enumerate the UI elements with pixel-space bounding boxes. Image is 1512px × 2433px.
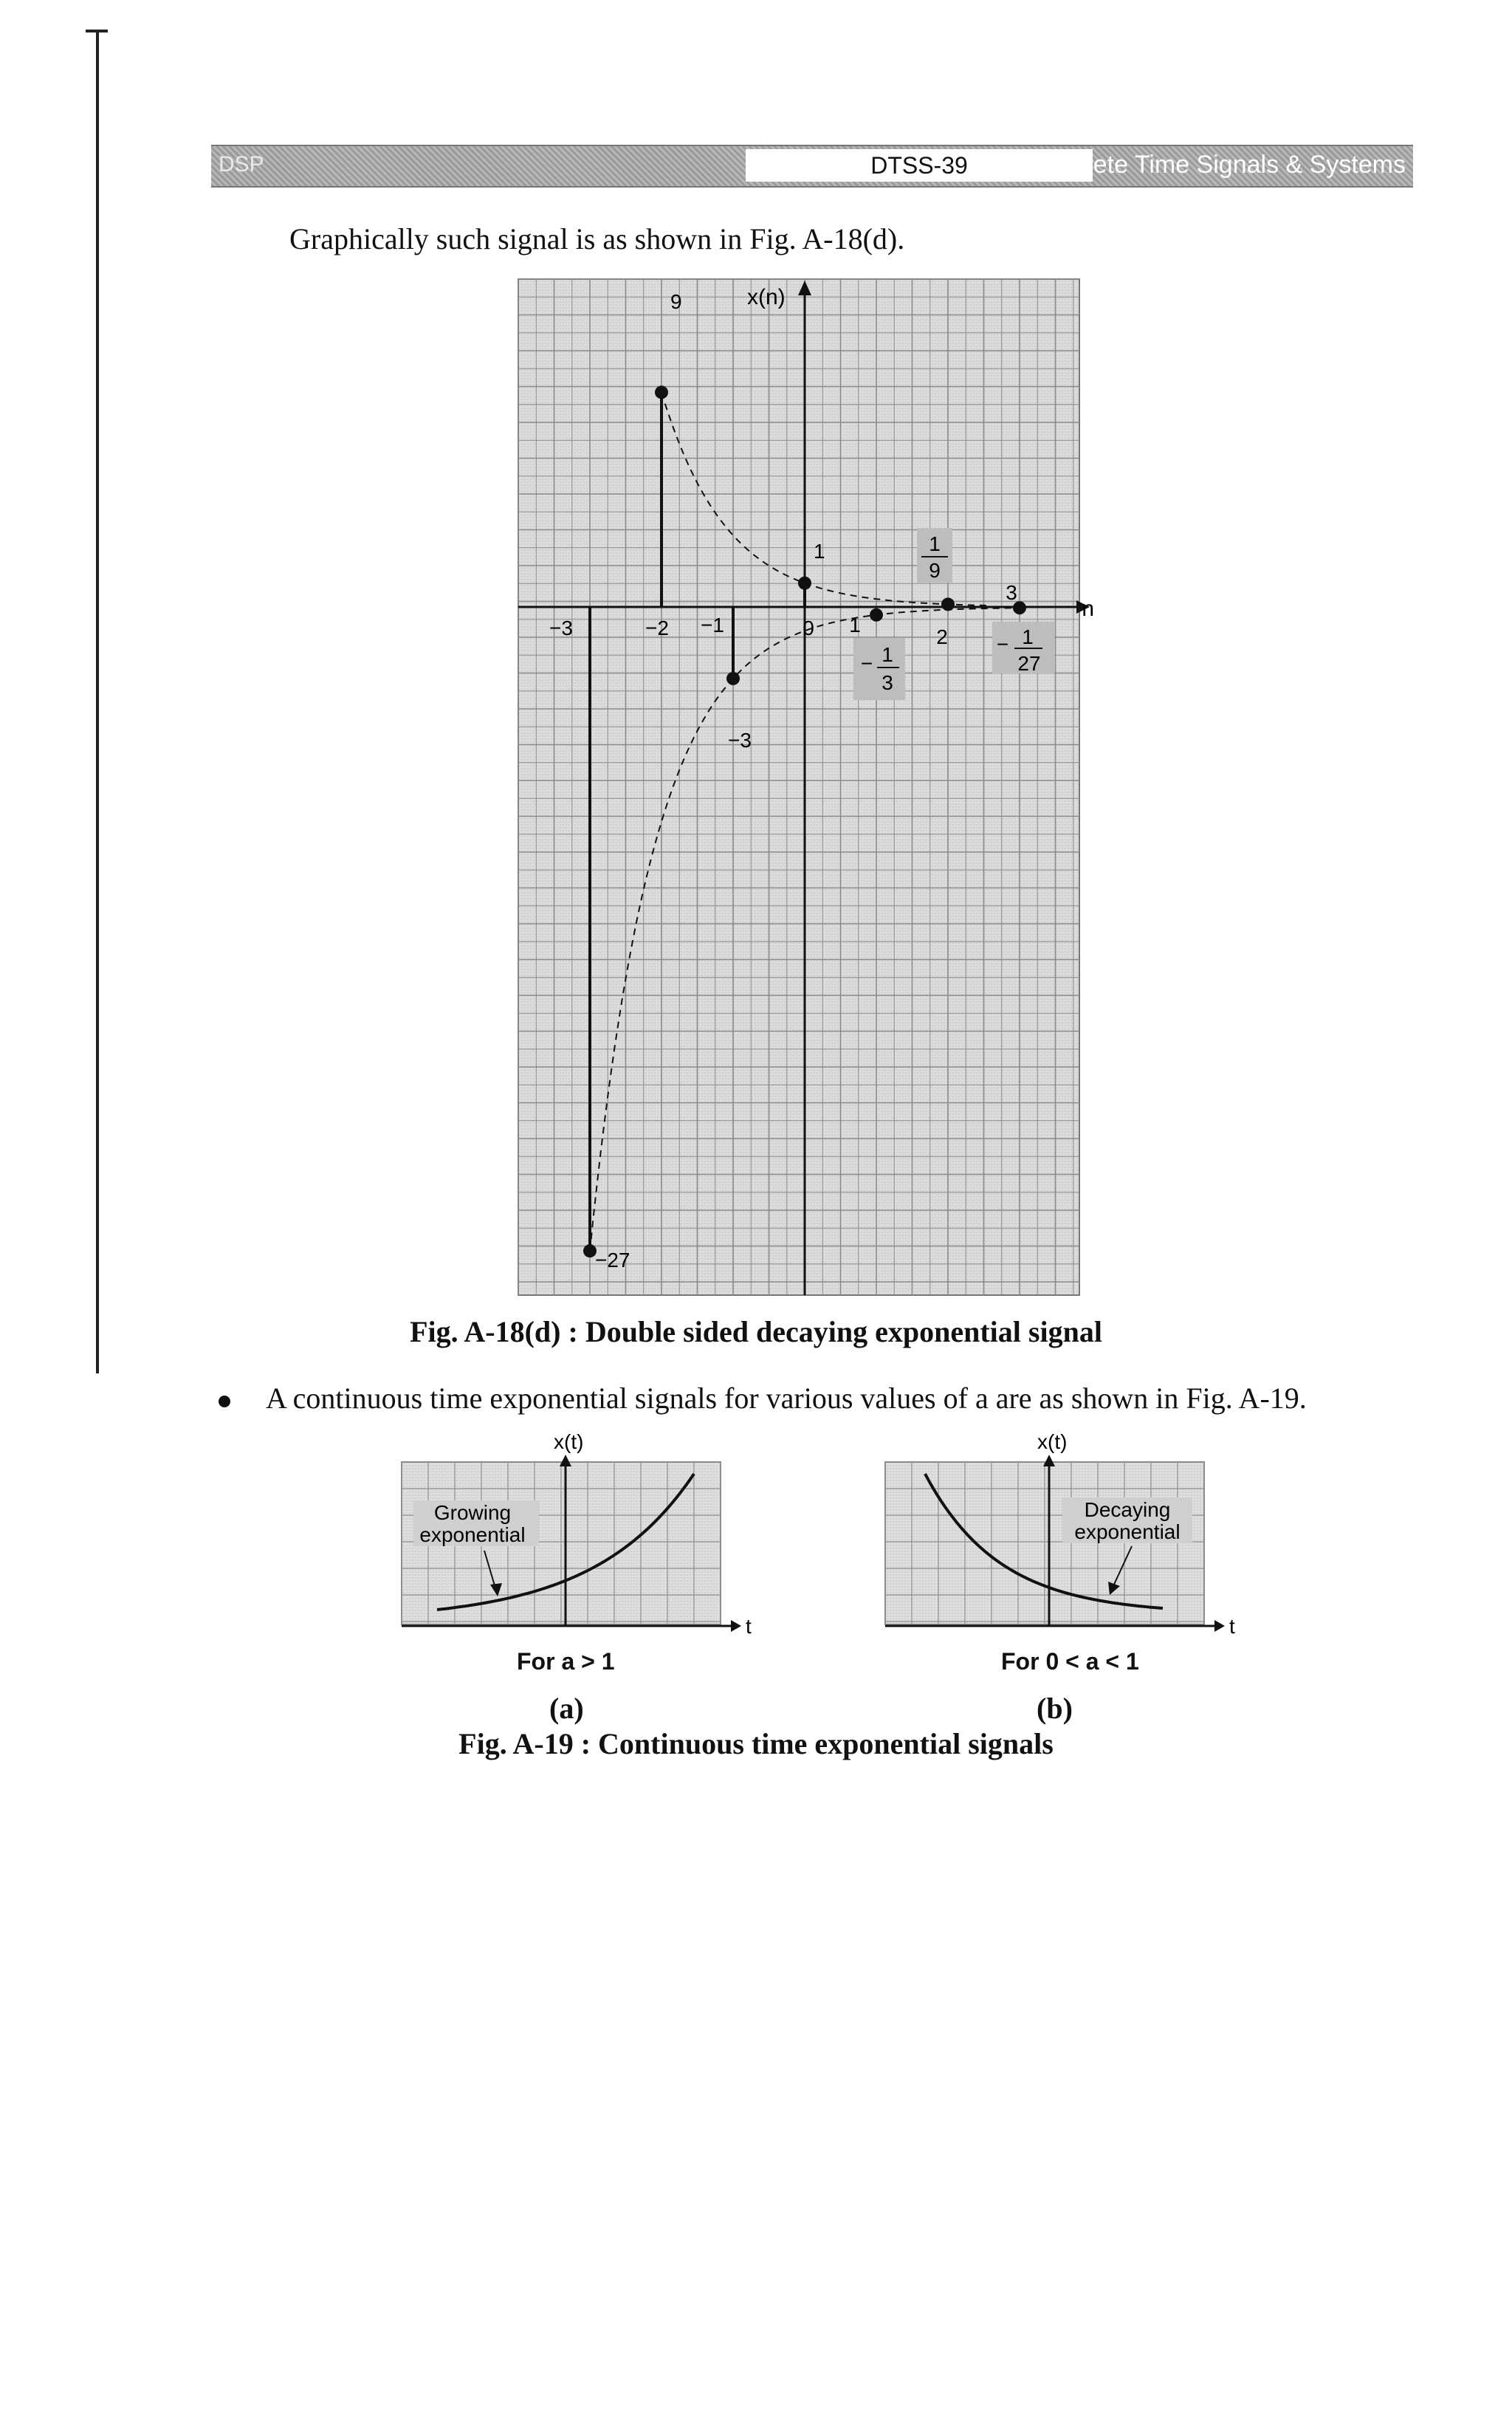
annotation-exponential: exponential — [419, 1523, 526, 1546]
intro-paragraph: Graphically such signal is as shown in Fig. A-18(d). — [289, 222, 905, 255]
header-page-number: DTSS-39 — [870, 152, 968, 179]
growing-exponential-plot — [391, 1432, 760, 1669]
tick-label-minus3: −3 — [549, 617, 573, 639]
decaying-exponential-plot — [875, 1432, 1244, 1669]
y-axis-label: x(t) — [1037, 1430, 1068, 1453]
svg-text:−: − — [996, 633, 1009, 656]
page-header — [211, 145, 1413, 188]
stem-marker-n2 — [941, 597, 955, 611]
tick-label-minus2: −2 — [645, 617, 669, 639]
bullet-icon — [219, 1396, 230, 1407]
tick-label-3: 3 — [1006, 581, 1017, 604]
annotation-exponential: exponential — [1074, 1520, 1181, 1543]
fraction-minus-one-twentyseventh — [992, 622, 1054, 675]
header-right-text: Discrete Time Signals & Systems — [1036, 151, 1406, 179]
condition-a: For a > 1 — [517, 1648, 615, 1675]
stem-marker-n1 — [870, 608, 883, 622]
condition-b: For 0 < a < 1 — [1001, 1648, 1139, 1675]
header-left-text: DSP — [219, 152, 264, 176]
svg-text:1: 1 — [929, 532, 941, 555]
svg-text:−: − — [860, 652, 873, 675]
stem-marker-n-1 — [726, 672, 740, 685]
svg-text:27: 27 — [1017, 652, 1041, 675]
panel-letter-b: (b) — [1037, 1692, 1073, 1725]
annotation-growing: Growing — [433, 1501, 512, 1524]
figure-a19-caption: Fig. A-19 : Continuous time exponential signals — [458, 1727, 1054, 1760]
margin-rule — [96, 30, 99, 1373]
stem-plot-figure-a18d — [509, 275, 1093, 1301]
bullet-paragraph: A continuous time exponential signals for various values of a are as shown in Fig. A-19. — [266, 1382, 1307, 1415]
tick-label-minus1: −1 — [701, 614, 724, 636]
y-axis-label: x(n) — [747, 285, 786, 309]
tick-label-0: 0 — [803, 617, 814, 639]
x-axis-label: t — [1229, 1615, 1235, 1638]
panel-letter-a: (a) — [549, 1692, 584, 1725]
value-label-minus3: −3 — [728, 729, 752, 752]
value-label-minus27: −27 — [595, 1249, 630, 1272]
svg-text:9: 9 — [929, 559, 941, 582]
stem-marker-n0 — [798, 577, 811, 590]
svg-text:3: 3 — [882, 671, 893, 694]
figure-a18d-caption: Fig. A-18(d) : Double sided decaying exponential signal — [410, 1315, 1102, 1348]
tick-label-1: 1 — [849, 614, 861, 636]
svg-text:1: 1 — [1022, 625, 1034, 648]
x-axis-label: t — [746, 1615, 752, 1638]
fraction-one-ninth — [917, 528, 952, 583]
svg-text:1: 1 — [882, 643, 893, 666]
y-axis-label: x(t) — [554, 1430, 584, 1453]
tick-label-2: 2 — [936, 625, 948, 648]
value-label-9: 9 — [670, 290, 682, 313]
fraction-minus-one-third — [853, 638, 905, 700]
value-label-1: 1 — [814, 540, 825, 563]
x-axis-label: n — [1082, 597, 1094, 621]
stem-marker-n-2 — [655, 385, 668, 399]
annotation-decaying: Decaying — [1084, 1498, 1171, 1521]
